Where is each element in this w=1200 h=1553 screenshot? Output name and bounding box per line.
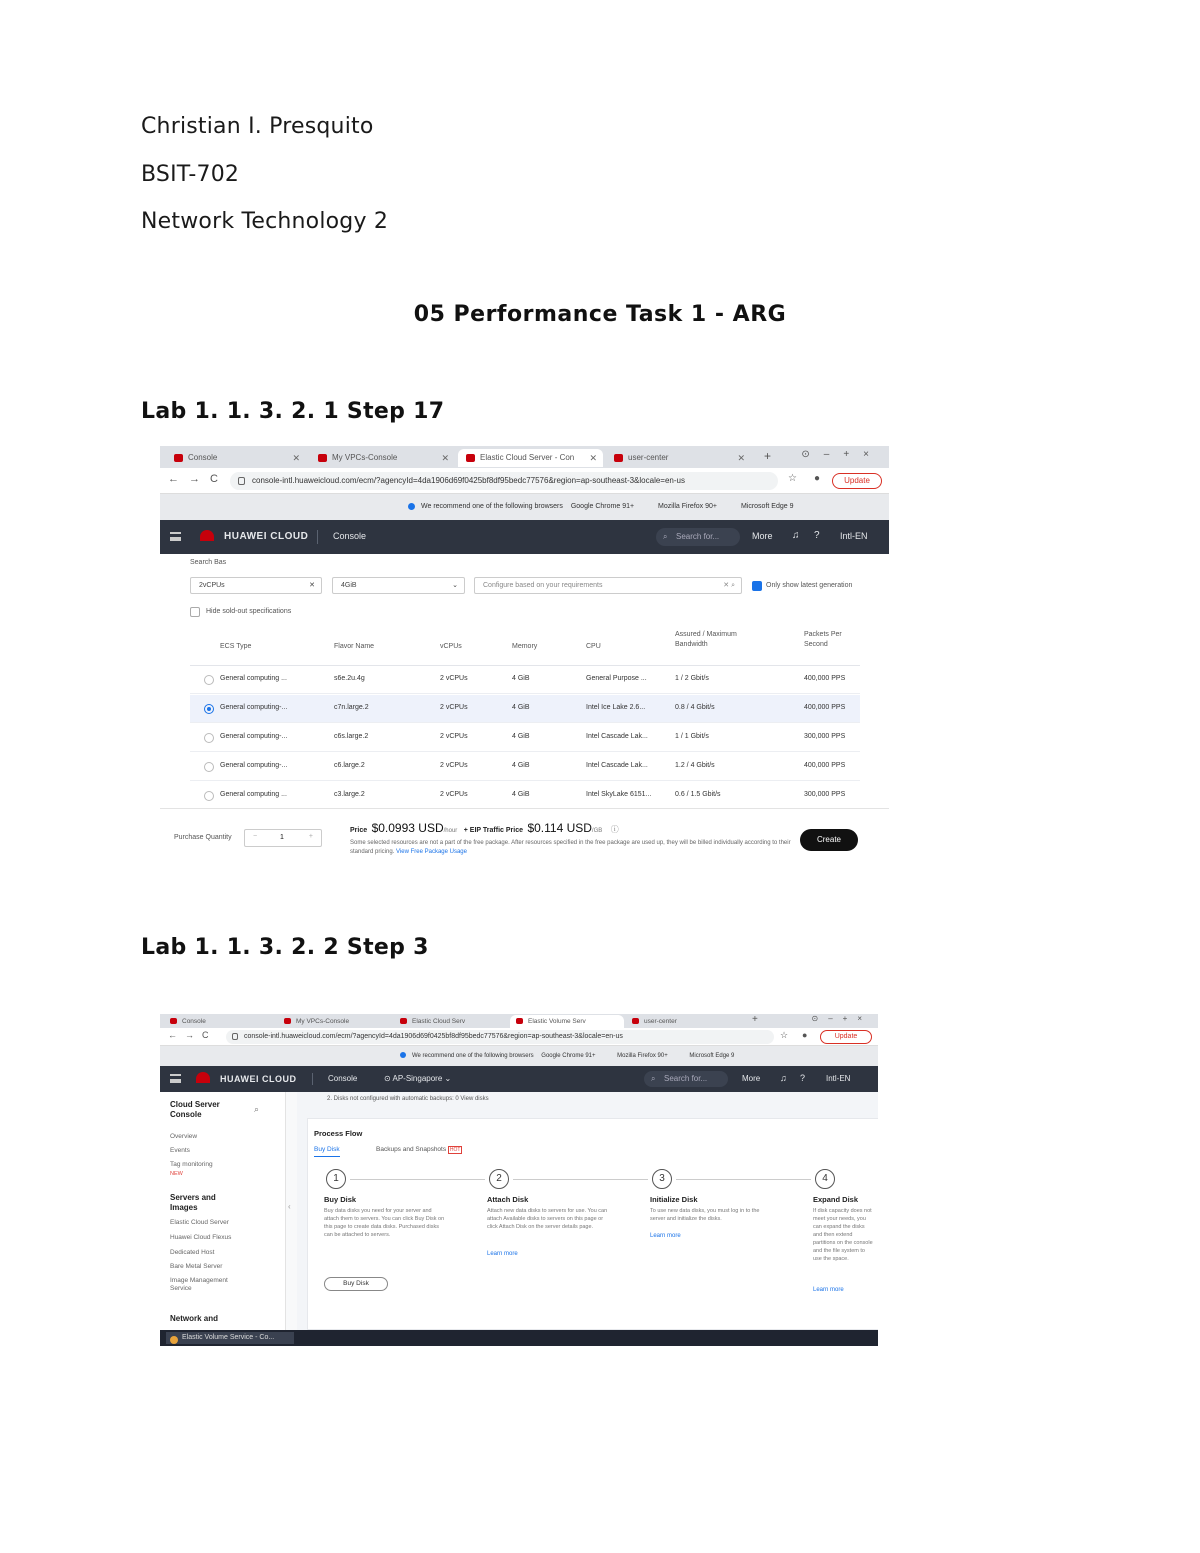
learn-more-link[interactable]: Learn more — [487, 1251, 518, 1257]
tab-label: My VPCs-Console — [332, 453, 398, 462]
huawei-favicon-icon — [400, 1018, 407, 1024]
cell-pps: 400,000 PPS — [804, 704, 846, 711]
browser-tabbar — [160, 446, 889, 468]
cell-cpu: General Purpose ... — [586, 675, 647, 682]
huawei-logo-icon — [198, 530, 216, 542]
sidebar-title: Cloud Server Console — [170, 1100, 220, 1119]
cell-vcpus: 2 vCPUs — [440, 733, 468, 740]
screenshot-lab2 — [160, 1014, 878, 1346]
step-connector — [350, 1179, 485, 1180]
cell-flavor: c6s.large.2 — [334, 733, 369, 740]
section-code: BSIT-702 — [141, 162, 240, 187]
browser-tab[interactable] — [166, 449, 306, 467]
lab2-heading: Lab 1. 1. 3. 2. 2 Step 3 — [141, 935, 429, 960]
help-icon[interactable]: ? — [800, 1073, 806, 1083]
table-row[interactable] — [190, 753, 860, 781]
sidebar-item-bms[interactable]: Bare Metal Server — [170, 1263, 223, 1270]
browser-tab[interactable] — [278, 1015, 392, 1028]
backup-notice: 2. Disks not configured with automatic backups: 0 View disks — [327, 1096, 489, 1102]
info-icon[interactable]: ⓘ — [610, 825, 619, 834]
huawei-favicon-icon — [466, 454, 475, 462]
cell-pps: 400,000 PPS — [804, 762, 846, 769]
step-title: Attach Disk — [487, 1195, 529, 1204]
tab-label: user-center — [628, 453, 669, 462]
document-title: 05 Performance Task 1 - ARG — [413, 302, 787, 327]
clear-icon[interactable]: ✕ — [309, 582, 315, 589]
new-tab-icon[interactable]: + — [752, 1014, 758, 1025]
huawei-favicon-icon — [614, 454, 623, 462]
huawei-logo-icon — [194, 1072, 212, 1084]
huawei-favicon-icon — [632, 1018, 639, 1024]
cell-vcpus: 2 vCPUs — [440, 704, 468, 711]
new-badge: NEW — [170, 1171, 183, 1177]
profile-icon[interactable]: ● — [814, 473, 821, 484]
free-package-note — [350, 839, 800, 857]
update-button[interactable]: Update — [832, 473, 882, 489]
tab-label: Backups and Snapshots — [376, 1146, 447, 1153]
browser-firefox-link[interactable]: Mozilla Firefox 90+ — [658, 503, 717, 510]
huawei-brand: HUAWEI CLOUD — [220, 1074, 297, 1084]
create-button[interactable]: Create — [800, 829, 858, 851]
huawei-topbar — [160, 520, 889, 554]
step-description: If disk capacity does not meet your needs, you can expand the disks and then extend partitions on the console and the file system to use the space. — [813, 1208, 873, 1262]
latest-generation-label: Only show latest generation — [766, 582, 853, 589]
col-cpu[interactable]: CPU — [586, 643, 601, 650]
cell-pps: 300,000 PPS — [804, 733, 846, 740]
cell-vcpus: 2 vCPUs — [440, 675, 468, 682]
nav-arrows-icon[interactable]: ←→C — [168, 1030, 217, 1040]
search-icon: ⌕ — [651, 1074, 656, 1083]
learn-more-link[interactable]: Learn more — [650, 1233, 681, 1239]
sidebar-collapse-handle[interactable] — [286, 1092, 297, 1330]
step-description: Attach new data disks to servers for use. You can attach Available disks to servers on this page or click Attach Disk on the server details page. — [487, 1208, 608, 1230]
browser-chrome-link[interactable]: Google Chrome 91+ — [541, 1053, 596, 1059]
console-link[interactable]: Console — [328, 1074, 358, 1083]
step-connector — [513, 1179, 648, 1180]
browser-tab[interactable] — [164, 1015, 276, 1028]
tab-backups-snapshots[interactable] — [376, 1146, 462, 1153]
table-row[interactable] — [190, 695, 860, 723]
huawei-brand: HUAWEI CLOUD — [224, 531, 309, 542]
price-value: $0.0993 USD — [371, 821, 444, 835]
hide-sold-out-checkbox[interactable] — [190, 607, 200, 617]
browser-recommend-bar — [160, 494, 889, 520]
tab-label: Elastic Cloud Serv — [412, 1018, 466, 1025]
sidebar-item-dedicated-host[interactable]: Dedicated Host — [170, 1249, 215, 1256]
col-vcpus[interactable]: vCPUs — [440, 643, 462, 650]
browser-edge-link[interactable]: Microsoft Edge 9 — [689, 1053, 735, 1059]
browser-tabbar — [160, 1014, 878, 1028]
cell-type: General computing-... — [220, 733, 288, 740]
purchase-footer — [160, 808, 889, 868]
infobar-message: We recommend one of the following browsers — [412, 1053, 534, 1059]
cell-bandwidth: 1 / 2 Gbit/s — [675, 675, 709, 682]
author-name: Christian I. Presquito — [141, 114, 374, 139]
divider — [317, 530, 318, 544]
cell-bandwidth: 1.2 / 4 Gbit/s — [675, 762, 715, 769]
console-search-input[interactable] — [656, 528, 740, 546]
infobar-message: We recommend one of the following browsers — [421, 503, 563, 510]
step-title: Expand Disk — [813, 1195, 859, 1204]
new-tab-icon[interactable]: + — [764, 449, 772, 463]
info-icon — [400, 1052, 406, 1058]
purchase-quantity-label: Purchase Quantity — [174, 834, 232, 841]
minus-icon[interactable]: − — [253, 833, 258, 840]
taskbar-browser-item[interactable]: Elastic Volume Service - Co... — [166, 1332, 294, 1344]
evs-main-content — [297, 1092, 878, 1330]
url-field[interactable] — [226, 1030, 774, 1044]
cell-cpu: Intel Ice Lake 2.6... — [586, 704, 646, 711]
col-ecs-type: ECS Type — [220, 643, 252, 650]
sidebar-section-network: Network and — [170, 1314, 219, 1323]
search-icon[interactable]: ✕ ⌕ — [723, 582, 735, 589]
process-flow-card — [307, 1118, 878, 1330]
more-menu[interactable]: More — [742, 1074, 761, 1083]
tab-label: Console — [182, 1018, 206, 1025]
step-number: 2 — [489, 1169, 509, 1189]
step-title: Initialize Disk — [650, 1195, 698, 1204]
lock-icon — [238, 477, 245, 485]
col-flavor-name: Flavor Name — [334, 643, 375, 650]
free-package-link[interactable]: View Free Package Usage — [396, 849, 467, 855]
divider — [312, 1073, 313, 1085]
step-number: 3 — [652, 1169, 672, 1189]
window-controls[interactable]: ⊙–+× — [811, 1014, 872, 1023]
quantity-stepper[interactable] — [244, 829, 322, 847]
screenshot-lab1 — [160, 446, 889, 868]
cell-pps: 300,000 PPS — [804, 791, 846, 798]
language-selector[interactable]: Intl-EN — [826, 1074, 851, 1083]
row-radio[interactable] — [204, 704, 214, 714]
chevron-down-icon: ⌄ — [452, 582, 458, 589]
step-title: Buy Disk — [324, 1195, 357, 1204]
hot-badge: HOT — [449, 1147, 461, 1153]
profile-icon[interactable]: ● — [802, 1030, 808, 1040]
close-icon[interactable]: ✕ — [292, 453, 300, 463]
price-label: Price — [350, 827, 368, 834]
cell-cpu: Intel Cascade Lak... — [586, 762, 648, 769]
url-text: console-intl.huaweicloud.com/ecm/?agencyId=4da1906d69f0425bf8df95bedc77576&region=ap-southeast-3&locale=en-us — [244, 1033, 623, 1040]
cell-bandwidth: 0.8 / 4 Gbit/s — [675, 704, 715, 711]
sidebar-item-ecs[interactable]: Elastic Cloud Server — [170, 1219, 229, 1226]
browser-firefox-link[interactable]: Mozilla Firefox 90+ — [617, 1053, 668, 1059]
plus-icon[interactable]: + — [308, 833, 313, 840]
star-icon[interactable]: ☆ — [780, 1030, 789, 1040]
row-radio[interactable] — [204, 675, 214, 685]
row-radio[interactable] — [204, 762, 214, 772]
config-placeholder: Configure based on your requirements — [483, 582, 603, 589]
price-unit: /hour — [443, 828, 458, 834]
memory-value: 4GiB — [341, 582, 357, 589]
sidebar-item-ims[interactable]: Image Management Service — [170, 1277, 228, 1292]
close-icon[interactable]: ✕ — [589, 453, 597, 463]
sidebar-item-tag-monitoring[interactable]: Tag monitoring — [170, 1161, 213, 1168]
address-bar — [160, 468, 889, 494]
eip-price-value: $0.114 USD — [527, 821, 592, 835]
tab-label: user-center — [644, 1018, 677, 1025]
help-icon[interactable]: ? — [814, 530, 820, 541]
browser-tab-active[interactable] — [510, 1015, 624, 1028]
bell-icon[interactable]: ♫ — [792, 530, 800, 541]
col-bandwidth[interactable]: Assured / Maximum Bandwidth — [675, 631, 737, 648]
tab-label: Elastic Cloud Server - Con — [480, 453, 575, 462]
sidebar-item-flexus[interactable]: Huawei Cloud Flexus — [170, 1234, 232, 1241]
vcpus-value: 2vCPUs — [199, 582, 225, 589]
close-icon[interactable]: ✕ — [441, 453, 449, 463]
cell-memory: 4 GiB — [512, 791, 530, 798]
cell-vcpus: 2 vCPUs — [440, 762, 468, 769]
table-row[interactable] — [190, 724, 860, 752]
browser-tab-active[interactable] — [458, 449, 603, 467]
browser-edge-link[interactable]: Microsoft Edge 9 — [740, 503, 794, 510]
step-description: Buy data disks you need for your server and attach them to servers. You can click Buy Disk on this page to create data disks. Purchased disks can be attached to servers. — [324, 1208, 445, 1238]
cell-flavor: c3.large.2 — [334, 791, 365, 798]
cell-cpu: Intel Cascade Lak... — [586, 733, 648, 740]
learn-more-link[interactable]: Learn more — [813, 1287, 844, 1293]
memory-filter[interactable] — [332, 577, 465, 594]
info-icon — [408, 503, 415, 510]
huawei-favicon-icon — [284, 1018, 291, 1024]
menu-icon[interactable] — [170, 1074, 181, 1083]
config-input[interactable] — [474, 577, 742, 594]
menu-icon[interactable] — [170, 532, 181, 541]
url-text: console-intl.huaweicloud.com/ecm/?agencyId=4da1906d69f0425bf8df95bedc77576&region=ap-southeast-3&locale=en-us — [252, 476, 685, 485]
eip-price-unit: /GB — [591, 828, 603, 834]
huawei-favicon-icon — [516, 1018, 523, 1024]
region-selector[interactable]: ⊙ AP-Singapore ⌄ — [384, 1074, 452, 1083]
nav-arrows-icon[interactable]: ←→C — [168, 473, 228, 485]
step-description: To use new data disks, you must log in to the server and initialize the disks. — [650, 1208, 760, 1222]
region-value: AP-Singapore — [392, 1074, 443, 1083]
tab-label: Elastic Volume Serv — [528, 1018, 586, 1025]
console-sidebar — [160, 1092, 286, 1330]
browser-tab[interactable] — [626, 1015, 740, 1028]
browser-chrome-link[interactable]: Google Chrome 91+ — [570, 503, 635, 510]
search-icon[interactable]: ⌕ — [254, 1104, 260, 1114]
browser-recommend-bar — [160, 1046, 878, 1066]
cell-memory: 4 GiB — [512, 762, 530, 769]
tab-buy-disk[interactable]: Buy Disk — [314, 1146, 340, 1157]
star-icon[interactable]: ☆ — [788, 473, 797, 484]
hide-sold-out-label: Hide sold-out specifications — [206, 608, 292, 615]
cell-bandwidth: 1 / 1 Gbit/s — [675, 733, 709, 740]
close-icon[interactable]: ✕ — [737, 453, 745, 463]
sidebar-item-events[interactable]: Events — [170, 1147, 190, 1154]
browser-tab[interactable] — [310, 449, 455, 467]
buy-disk-button[interactable]: Buy Disk — [324, 1277, 388, 1291]
bell-icon[interactable]: ♫ — [780, 1073, 787, 1083]
col-pps[interactable]: Packets Per Second — [804, 631, 842, 648]
cell-bandwidth: 0.6 / 1.5 Gbit/s — [675, 791, 721, 798]
price-line — [350, 819, 619, 837]
eip-price-label: + EIP Traffic Price — [463, 827, 523, 834]
browser-tab[interactable] — [394, 1015, 508, 1028]
row-radio[interactable] — [204, 733, 214, 743]
os-taskbar — [160, 1330, 878, 1346]
lock-icon — [232, 1033, 238, 1040]
cell-type: General computing-... — [220, 704, 288, 711]
huawei-topbar — [160, 1066, 878, 1092]
cell-flavor: c6.large.2 — [334, 762, 365, 769]
console-link[interactable]: Console — [333, 531, 367, 541]
update-button[interactable]: Update — [820, 1030, 872, 1044]
cell-vcpus: 2 vCPUs — [440, 791, 468, 798]
huawei-favicon-icon — [174, 454, 183, 462]
sidebar-item-overview[interactable]: Overview — [170, 1133, 198, 1140]
quantity-value: 1 — [280, 834, 284, 841]
address-bar — [160, 1028, 878, 1046]
process-flow-heading: Process Flow — [314, 1129, 363, 1138]
window-controls[interactable]: ⊙–+× — [801, 449, 883, 460]
sidebar-section-servers: Servers and Images — [170, 1193, 216, 1212]
language-selector[interactable]: Intl-EN — [840, 531, 868, 541]
col-memory[interactable]: Memory — [512, 643, 538, 650]
cell-cpu: Intel SkyLake 6151... — [586, 791, 652, 798]
cell-type: General computing ... — [220, 791, 287, 798]
search-icon: ⌕ — [663, 532, 668, 541]
more-menu[interactable]: More — [752, 531, 773, 541]
filter-label: Search Bas — [190, 559, 227, 566]
tab-label: Console — [188, 453, 218, 462]
step-number: 1 — [326, 1169, 346, 1189]
huawei-favicon-icon — [170, 1018, 177, 1024]
cell-type: General computing ... — [220, 675, 287, 682]
latest-generation-checkbox[interactable] — [752, 581, 762, 591]
cell-type: General computing-... — [220, 762, 288, 769]
table-row[interactable] — [190, 782, 860, 810]
tab-label: My VPCs-Console — [296, 1018, 350, 1025]
cell-flavor: c7n.large.2 — [334, 704, 369, 711]
note-text: Some selected resources are not a part of the free package. After resources specified in the free package are used up, they will be billed individually according to their standard pricing. — [350, 840, 791, 855]
search-placeholder: Search for... — [676, 532, 720, 541]
cell-pps: 400,000 PPS — [804, 675, 846, 682]
step-connector — [676, 1179, 811, 1180]
search-placeholder: Search for... — [664, 1074, 708, 1083]
url-field[interactable] — [230, 472, 778, 490]
huawei-favicon-icon — [318, 454, 327, 462]
vcpus-filter[interactable] — [190, 577, 322, 594]
chevron-left-icon[interactable]: ‹ — [288, 1202, 291, 1211]
cell-memory: 4 GiB — [512, 704, 530, 711]
cell-flavor: s6e.2u.4g — [334, 675, 365, 682]
console-search-input[interactable] — [644, 1071, 728, 1087]
step-number: 4 — [815, 1169, 835, 1189]
row-radio[interactable] — [204, 791, 214, 801]
table-header — [190, 626, 860, 666]
course-name: Network Technology 2 — [141, 209, 389, 234]
browser-tab[interactable] — [606, 449, 751, 467]
cell-memory: 4 GiB — [512, 733, 530, 740]
table-row[interactable] — [190, 666, 860, 694]
lab1-heading: Lab 1. 1. 3. 2. 1 Step 17 — [141, 399, 445, 424]
cell-memory: 4 GiB — [512, 675, 530, 682]
